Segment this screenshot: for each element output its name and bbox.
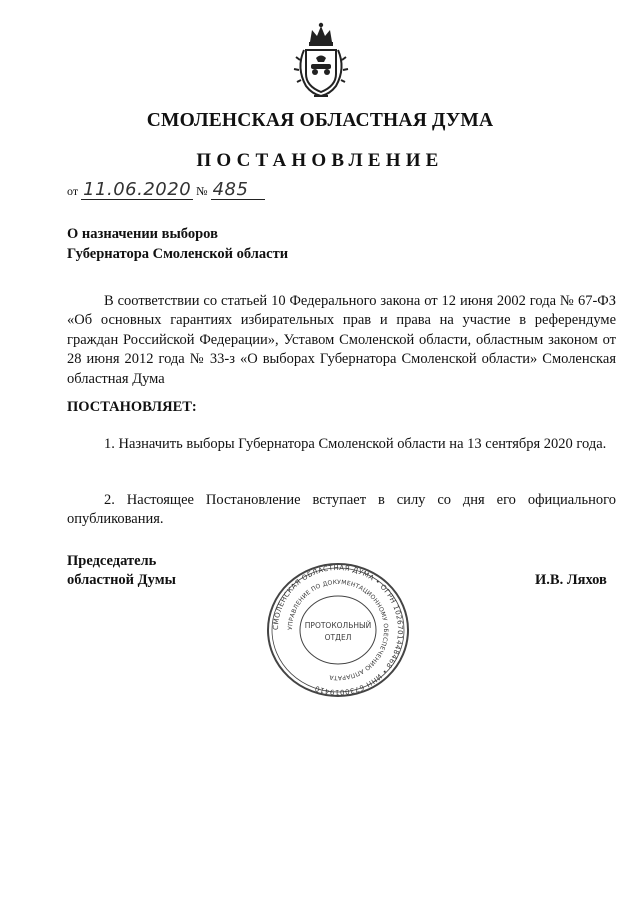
decree-item-1: 1. Назначить выборы Губернатора Смоленской области на 13 сентября 2020 года. [104, 436, 607, 452]
document-dateline [67, 179, 265, 200]
subject-line-2: Губернатора Смоленской области [67, 246, 289, 262]
organization-name: СМОЛЕНСКАЯ ОБЛАСТНАЯ ДУМА [146, 110, 494, 131]
stamp-outer-text: СМОЛЕНСКАЯ ОБЛАСТНАЯ ДУМА • ОГРН 1026701448468 • ИНН 6730019410 [271, 563, 405, 697]
signatory-name: И.В. Ляхов [535, 572, 607, 588]
coat-of-arms-icon [292, 20, 350, 100]
document-subject [67, 224, 288, 264]
date-prefix: от [67, 184, 79, 198]
signatory-title-line-2: областной Думы [67, 572, 176, 588]
stamp-inner-text: УПРАВЛЕНИЕ ПО ДОКУМЕНТАЦИОННОМУ ОБЕСПЕЧЕНИЮ АППАРАТА [286, 578, 390, 682]
signatory-title [67, 552, 176, 590]
signatory-title-line-1: Председатель [67, 553, 157, 569]
svg-text:УПРАВЛЕНИЕ ПО ДОКУМЕНТАЦИОННОМ [287, 579, 389, 681]
handwritten-date: 11.06.2020 [83, 179, 192, 200]
document-type-title: ПОСТАНОВЛЕНИЕ [196, 150, 444, 171]
official-stamp [262, 560, 414, 700]
number-label: № [196, 184, 208, 198]
subject-line-1: О назначении выборов [67, 226, 218, 242]
handwritten-number: 485 [212, 179, 249, 200]
stamp-center-line-1: ПРОТОКОЛЬНЫЙ [304, 621, 372, 630]
number-underline [211, 179, 265, 200]
date-underline [81, 179, 193, 200]
stamp-center-line-2: ОТДЕЛ [324, 633, 352, 642]
decree-word: ПОСТАНОВЛЯЕТ: [67, 399, 197, 415]
preamble-paragraph: В соответствии со статьей 10 Федерального закона от 12 июня 2002 года № 67-ФЗ «Об основных гарантиях избирательных прав и права на участие в референдуме граждан Российской Федерации», Уставом Смоленской области, областным законом от 28 июня 2012 года № 33-з «О выборах Губернатора Смоленской области» Смоленская областная Дума [67, 293, 616, 387]
decree-item-2: 2. Настоящее Постановление вступает в силу со дня его официального опубликования. [67, 492, 616, 528]
